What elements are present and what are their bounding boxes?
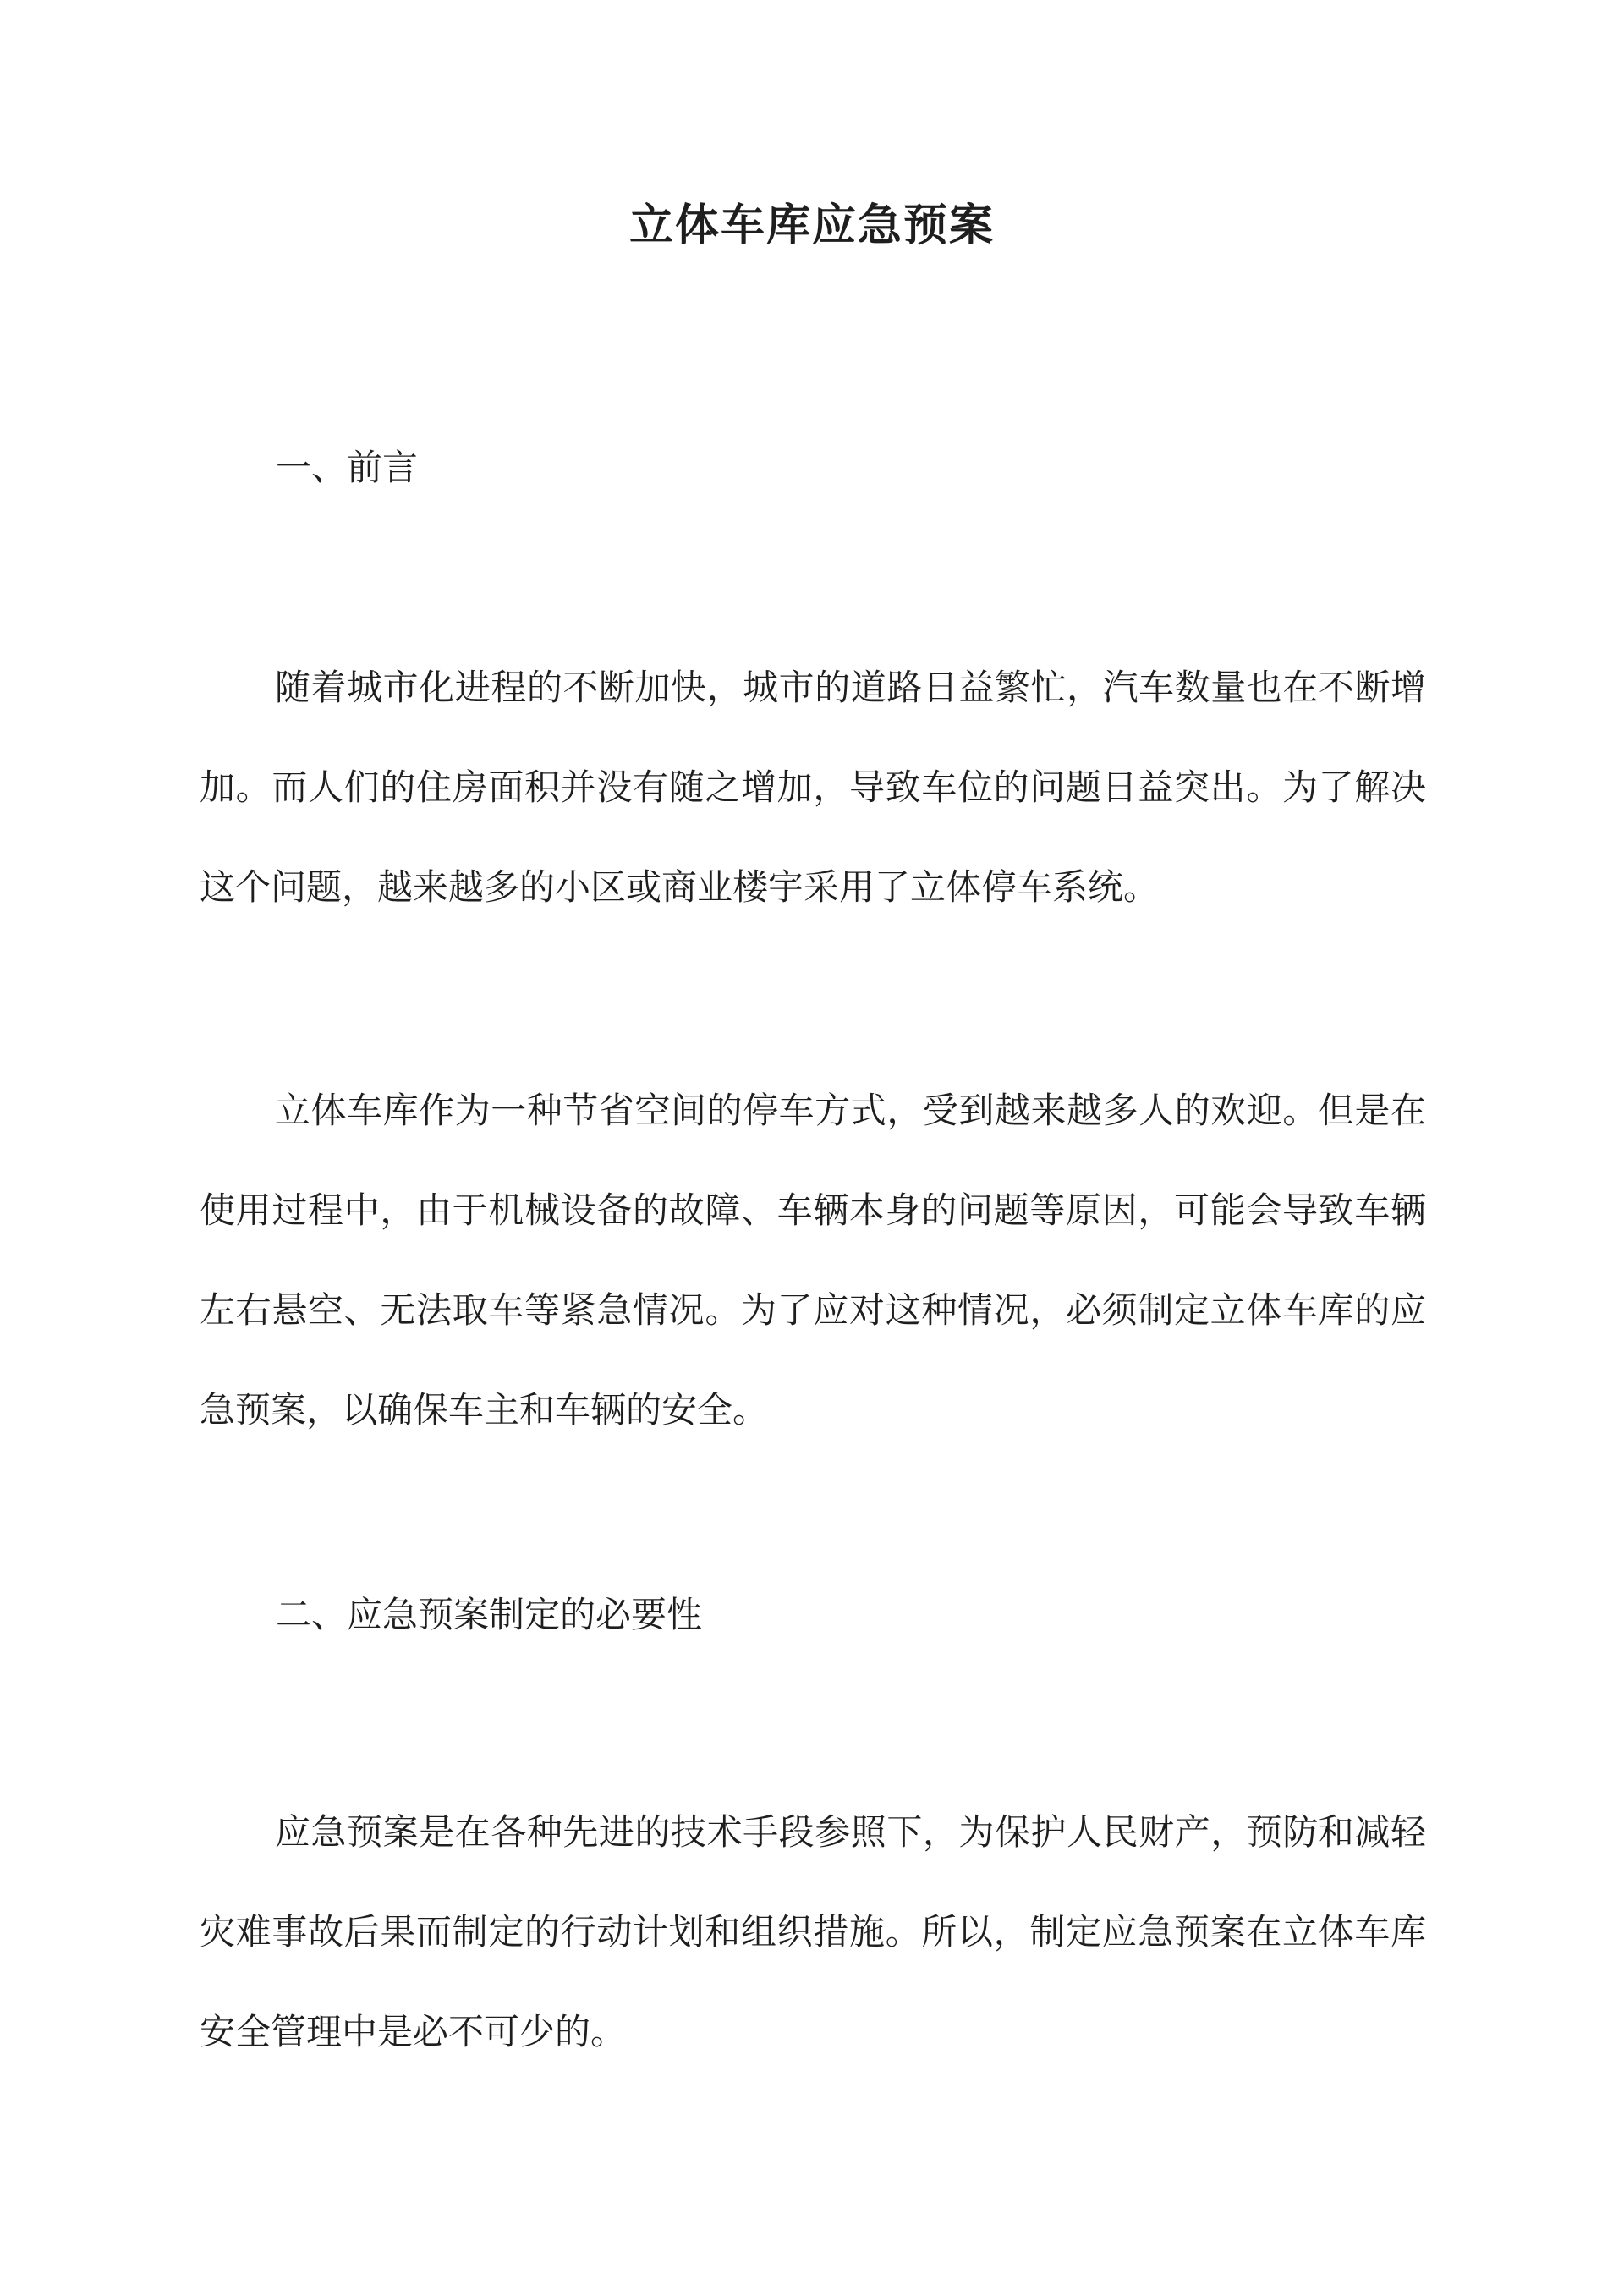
paragraph-preface-1: 随着城市化进程的不断加快，城市的道路日益繁忙，汽车数量也在不断增加。而人们的住房面积并没有随之增加，导致车位的问题日益突出。为了解决这个问题，越来越多的小区或商业楼宇采用了立体停车系统。 xyxy=(200,667,1426,908)
paragraph-necessity-1: 应急预案是在各种先进的技术手段参照下，为保护人民财产，预防和减轻灾难事故后果而制定的行动计划和组织措施。所以，制定应急预案在立体车库安全管理中是必不可少的。 xyxy=(200,1811,1426,2052)
paragraph-preface-2: 立体车库作为一种节省空间的停车方式，受到越来越多人的欢迎。但是在使用过程中，由于机械设备的故障、车辆本身的问题等原因，可能会导致车辆左右悬空、无法取车等紧急情况。为了应对这种情况，必须制定立体车库的应急预案，以确保车主和车辆的安全。 xyxy=(200,1090,1426,1431)
section-heading-preface: 一、前言 xyxy=(276,447,419,488)
document-title: 立体车库应急预案 xyxy=(628,200,995,251)
section-heading-necessity: 二、应急预案制定的必要性 xyxy=(276,1594,703,1635)
